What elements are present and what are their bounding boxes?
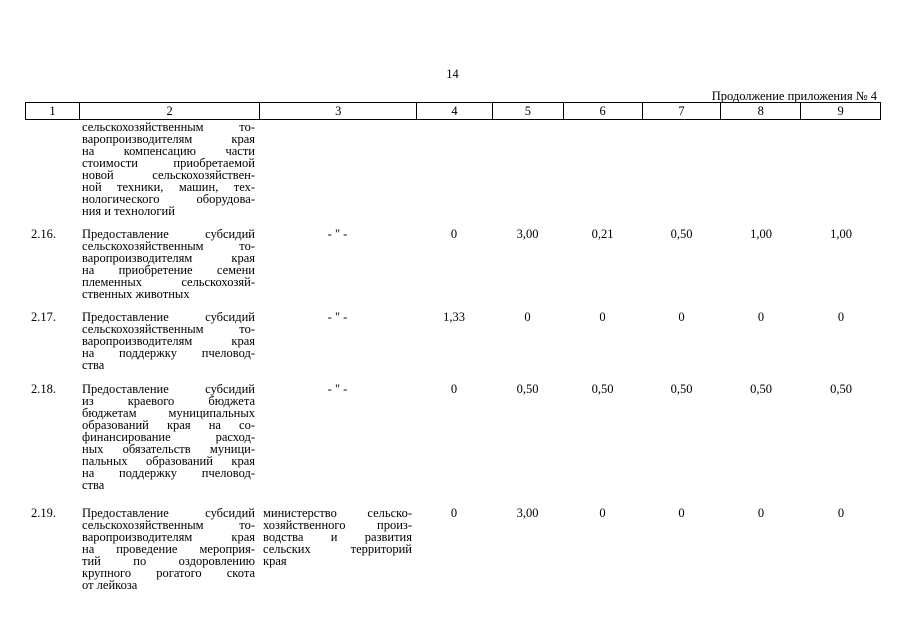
description-line: стоимости приобретаемой: [82, 156, 255, 170]
column-header-9: 9: [800, 103, 880, 119]
measure-description: [82, 228, 255, 300]
measure-description: [82, 311, 255, 371]
description-line: бюджетам муниципальных: [82, 406, 255, 420]
executor-line: хозяйственного произ-: [263, 518, 412, 532]
value-col-5: 3,00: [516, 506, 539, 520]
description-line: на приобретение семени: [82, 263, 255, 277]
executor: - " -: [327, 310, 348, 324]
executor-line: министерство сельско-: [263, 506, 412, 520]
description-line: варопроизводителям края: [82, 132, 255, 146]
description-line: сельскохозяйственным то-: [82, 239, 255, 253]
value-col-4: 0: [450, 382, 458, 396]
value-col-6: 0: [599, 310, 606, 324]
value-col-8: 0: [757, 506, 765, 520]
value-col-4: 1,33: [443, 310, 465, 324]
description-line: Предоставление субсидий: [82, 382, 255, 396]
value-col-7: 0: [678, 310, 685, 324]
column-header-1: 1: [49, 104, 56, 118]
row-number: 2.18.: [31, 382, 56, 396]
value-col-7: 0,50: [670, 227, 693, 241]
column-header-2: 2: [79, 103, 260, 119]
description-line: образований края на со-: [82, 418, 255, 432]
value-col-7: 0,50: [670, 382, 693, 396]
description-line: Предоставление субсидий: [82, 310, 255, 324]
description-line: от лейкоза: [82, 578, 138, 592]
page-number: 14: [446, 67, 459, 81]
table-header: [25, 102, 881, 120]
description-line: племенных сельскохозяй-: [82, 275, 255, 289]
description-line: ственных животных: [82, 287, 190, 301]
value-col-5: 3,00: [516, 227, 539, 241]
description-line: варопроизводителям края: [82, 251, 255, 265]
column-header-4: 4: [416, 103, 492, 119]
description-line: крупного рогатого скота: [82, 566, 255, 580]
description-line: варопроизводителям края: [82, 334, 255, 348]
description-line: пальных образований края: [82, 454, 255, 468]
description-line: новой сельскохозяйствен-: [82, 168, 255, 182]
description-line: ства: [82, 358, 105, 372]
column-header-7: 7: [642, 103, 721, 119]
description-line: ной техники, машин, тех-: [82, 180, 255, 194]
value-col-8: 0,50: [750, 382, 772, 396]
value-col-6: 0: [599, 506, 606, 520]
executor: - " -: [327, 227, 348, 241]
value-col-8: 0: [757, 310, 765, 324]
column-header-6: 6: [563, 103, 642, 119]
description-line: на компенсацию части: [82, 144, 255, 158]
value-col-9: 1,00: [830, 227, 852, 241]
continuation-label: Продолжение приложения № 4: [711, 89, 877, 103]
column-header-5: 5: [492, 103, 563, 119]
value-col-6: 0,50: [591, 382, 614, 396]
measure-description: [82, 383, 255, 491]
measure-description: [82, 507, 255, 591]
value-col-6: 0,21: [591, 227, 614, 241]
description-line: ных обязательств муници-: [82, 442, 255, 456]
description-line: сельскохозяйственным то-: [82, 120, 255, 134]
value-col-9: 0,50: [830, 382, 852, 396]
description-line: сельскохозяйственным то-: [82, 322, 255, 336]
value-col-9: 0: [837, 506, 845, 520]
description-line: ства: [82, 478, 105, 492]
description-line: на проведение мероприя-: [82, 542, 255, 556]
description-line: Предоставление субсидий: [82, 227, 255, 241]
row-number: 2.19.: [31, 506, 56, 520]
description-line: на поддержку пчеловод-: [82, 346, 255, 360]
value-col-5: 0,50: [516, 382, 539, 396]
value-col-4: 0: [450, 227, 458, 241]
executor-line: края: [263, 554, 287, 568]
value-col-5: 0: [524, 310, 531, 324]
column-header-8: 8: [720, 103, 800, 119]
column-header-3: 3: [259, 103, 416, 119]
row-number: 2.16.: [31, 227, 56, 241]
description-line: нологического оборудова-: [82, 192, 255, 206]
description-line: тий по оздоровлению: [82, 554, 255, 568]
description-line: на поддержку пчеловод-: [82, 466, 255, 480]
description-line: из краевого бюджета: [82, 394, 255, 408]
description-line: Предоставление субсидий: [82, 506, 255, 520]
description-line: сельскохозяйственным то-: [82, 518, 255, 532]
value-col-9: 0: [837, 310, 845, 324]
executor-line: сельских территорий: [263, 542, 412, 556]
executor-line: водства и развития: [263, 530, 412, 544]
measure-description: [82, 121, 255, 217]
executor: [263, 507, 412, 567]
description-line: ния и технологий: [82, 204, 175, 218]
executor: - " -: [327, 382, 348, 396]
value-col-7: 0: [678, 506, 685, 520]
row-number: 2.17.: [31, 310, 56, 324]
description-line: варопроизводителям края: [82, 530, 255, 544]
description-line: финансирование расход-: [82, 430, 255, 444]
value-col-4: 0: [450, 506, 458, 520]
value-col-8: 1,00: [750, 227, 772, 241]
